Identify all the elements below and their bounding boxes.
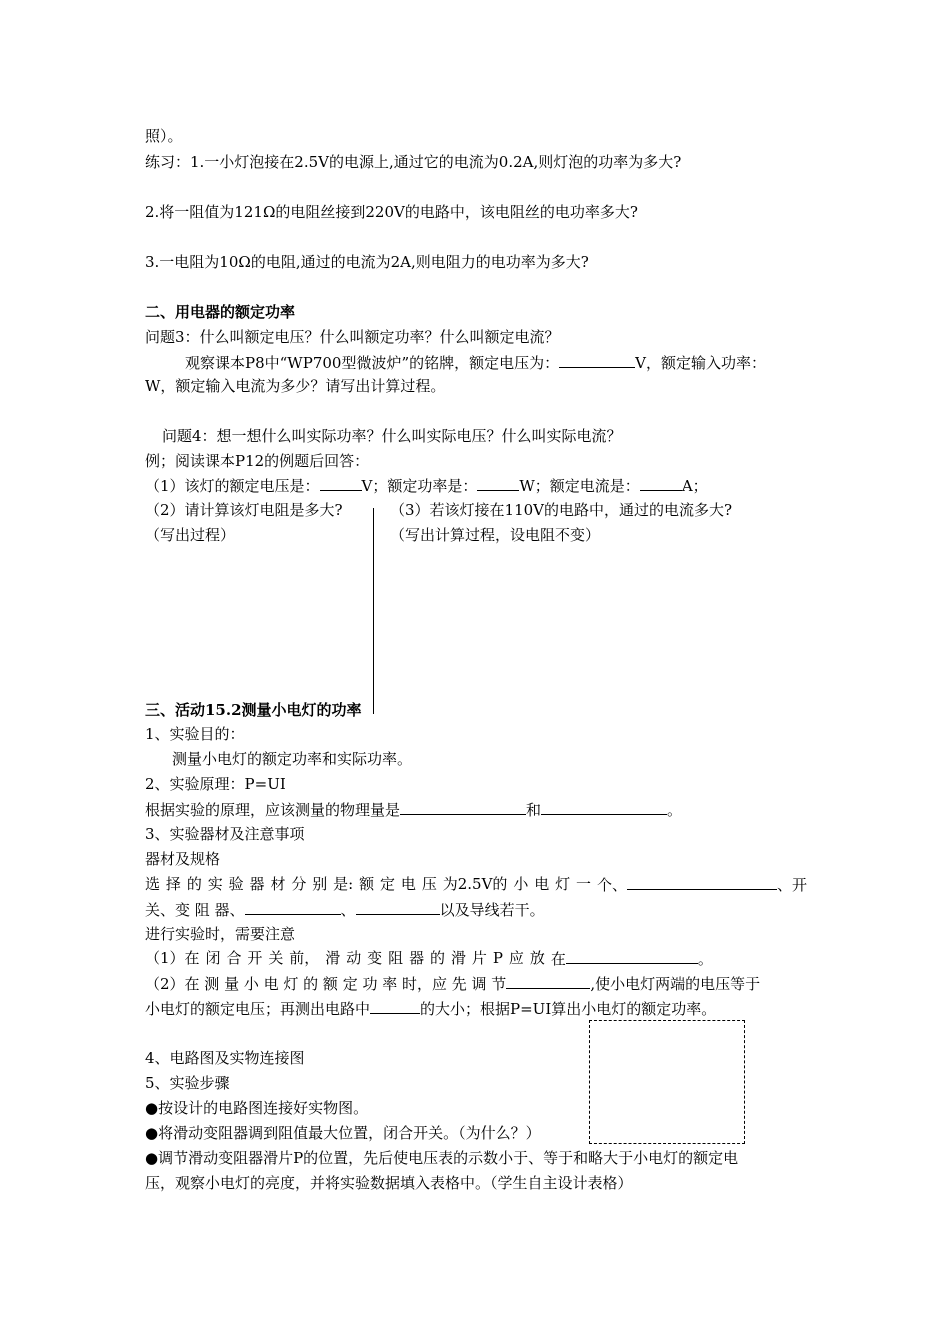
part-1-text-4: A； [681,477,708,495]
step-2-text [145,799,682,820]
text-char: 别 [312,875,328,893]
text-char: 放 [529,949,545,967]
example-line: 例；阅读课本P12的例题后回答： [145,452,370,470]
text-char: 实 [207,875,223,893]
text-char: 小 [513,875,529,893]
procedure-3-cont: 压，观察小电灯的亮度，并将实验数据填入表格中。（学生自主设计表格） [145,1174,633,1192]
note-2-text-d: 的大小；根据P=UI算出小电灯的额定功率。 [420,1000,717,1018]
equipment-text-c: 以及导线若干。 [439,901,545,919]
step-1-text: 测量小电灯的额定功率和实际功率。 [172,750,413,768]
text-char: 个、 [596,876,627,894]
procedure-1: ●按设计的电路图连接好实物图。 [145,1099,369,1117]
text-char: 压 [421,875,437,893]
text-char: 验 [228,875,244,893]
blank-rated-voltage[interactable] [320,475,362,491]
step-5-heading: 5、实验步骤 [145,1074,230,1092]
text-char: 额 [359,875,375,893]
blank-slider-position[interactable] [566,948,698,964]
procedure-2: ●将滑动变阻器调到阻值最大位置，闭合开关。（为什么？） [145,1124,541,1142]
note-1-line [145,948,713,969]
step-3-heading: 3、实验器材及注意事项 [145,825,305,843]
part-1-line [145,475,708,496]
exercise-3: 3.一电阻为10Ω的电阻,通过的电流为2A,则电阻力的电功率为多大? [145,253,589,271]
step-2-heading: 2、实验原理：P=UI [145,775,286,793]
observe-text-2: V，额定输入功率： [635,354,766,372]
text-char: 滑 [325,949,341,967]
section-3-heading: 三、活动15.2测量小电灯的功率 [145,701,362,719]
note-2-text-c: 小电灯的额定电压；再测出电路中 [145,1000,371,1018]
question-4: 问题4：想一想什么叫实际功率？什么叫实际电压？什么叫实际电流？ [162,427,622,445]
note-2-line [145,973,760,994]
blank-equipment-2[interactable] [245,899,341,915]
step-1-heading: 1、实验目的： [145,725,245,743]
text-char: 器 [409,949,425,967]
blank-equipment-3[interactable] [356,899,440,915]
note-2-line-2 [145,998,716,1019]
text-char: 器 [249,875,265,893]
text-char: 。 [697,950,713,968]
column-divider [373,508,374,714]
observe-text: 观察课本P8中“WP700型微波炉”的铭牌，额定电压为： [185,354,560,372]
text-char: 应 [508,949,524,967]
part-3: （3）若该灯接在110V的电路中，通过的电流多大? [390,501,733,519]
step-2-text-c: 。 [667,801,683,819]
text-char: 阻 [388,949,404,967]
text-char: 定 [380,875,396,893]
blank-quantity-2[interactable] [541,799,667,815]
blank-adjust[interactable] [506,973,590,989]
text-line: 照）。 [145,127,183,145]
note-2-text-b: ,使小电灯两端的电压等于 [590,975,761,993]
step-4-heading: 4、电路图及实物连接图 [145,1049,305,1067]
blank-quantity-1[interactable] [400,799,526,815]
blank-equipment-1[interactable] [627,874,777,890]
text-char: 开 [247,949,263,967]
text-char: 是: [333,875,354,893]
equipment-line-2 [145,899,545,920]
step-2-text-a: 根据实验的原理，应该测量的物理量是 [145,801,401,819]
text-char: 前， [289,949,320,967]
text-char: 一 [576,875,592,893]
blank-rated-current[interactable] [640,475,682,491]
equipment-heading: 器材及规格 [145,850,221,868]
text-char: 择 [165,875,181,893]
text-char: 动 [346,949,362,967]
circuit-diagram-box [589,1020,745,1144]
part-3-sub: （写出计算过程，设电阻不变） [390,526,601,544]
text-char: 为2.5V的 [442,875,508,893]
part-2-sub: （写出过程） [145,526,236,544]
question-3: 问题3：什么叫额定电压？什么叫额定功率？什么叫额定电流？ [145,328,560,346]
text-char: 灯 [555,875,571,893]
note-2-text-a: （2）在 测 量 小 电 灯 的 额 定 功 率 时，应 先 调 节 [145,975,507,993]
text-char: 电 [534,875,550,893]
text-char: 的 [186,875,202,893]
observe-line [185,352,766,373]
procedure-3: ●调节滑动变阻器滑片P的位置，先后使电压表的示数小于、等于和略大于小电灯的额定电 [145,1149,739,1167]
part-2: （2）请计算该灯电阻是多大? [145,501,343,519]
text-char: 材 [270,875,286,893]
text-char: 变 [367,949,383,967]
section-2-heading: 二、用电器的额定功率 [145,303,296,321]
exercise-1: 练习：1.一小灯泡接在2.5V的电源上,通过它的电流为0.2A,则灯泡的功率为多大? [145,153,682,171]
notes-heading: 进行实验时，需要注意 [145,925,296,943]
text-char: 选 [145,875,161,893]
text-char: （1）在 [145,949,200,967]
text-char: 的 [430,949,446,967]
part-1-text-3: W；额定电流是： [519,477,640,495]
blank-rated-power[interactable] [477,475,519,491]
equipment-text-a: 关、变 阻 器、 [145,901,245,919]
text-char: 分 [291,875,307,893]
equipment-line [145,874,807,895]
text-char: 片 [471,949,487,967]
text-char: P [492,949,503,967]
observe-line-2: W，额定输入电流为多少？请写出计算过程。 [145,377,446,395]
part-1-text: （1）该灯的额定电压是： [145,477,320,495]
step-2-text-b: 和 [526,801,542,819]
text-char: 合 [226,949,242,967]
text-char: 滑 [450,949,466,967]
text-char: 闭 [205,949,221,967]
text-char: 关 [268,949,284,967]
blank-measure[interactable] [370,998,420,1014]
text-char: 在 [550,950,566,968]
equipment-text-b: 、 [340,901,356,919]
part-1-text-2: V；额定功率是： [361,477,478,495]
blank-voltage[interactable] [559,352,635,368]
exercise-2: 2.将一阻值为121Ω的电阻丝接到220V的电路中，该电阻丝的电功率多大? [145,203,638,221]
text-char: 、开 [776,876,807,894]
text-char: 电 [400,875,416,893]
